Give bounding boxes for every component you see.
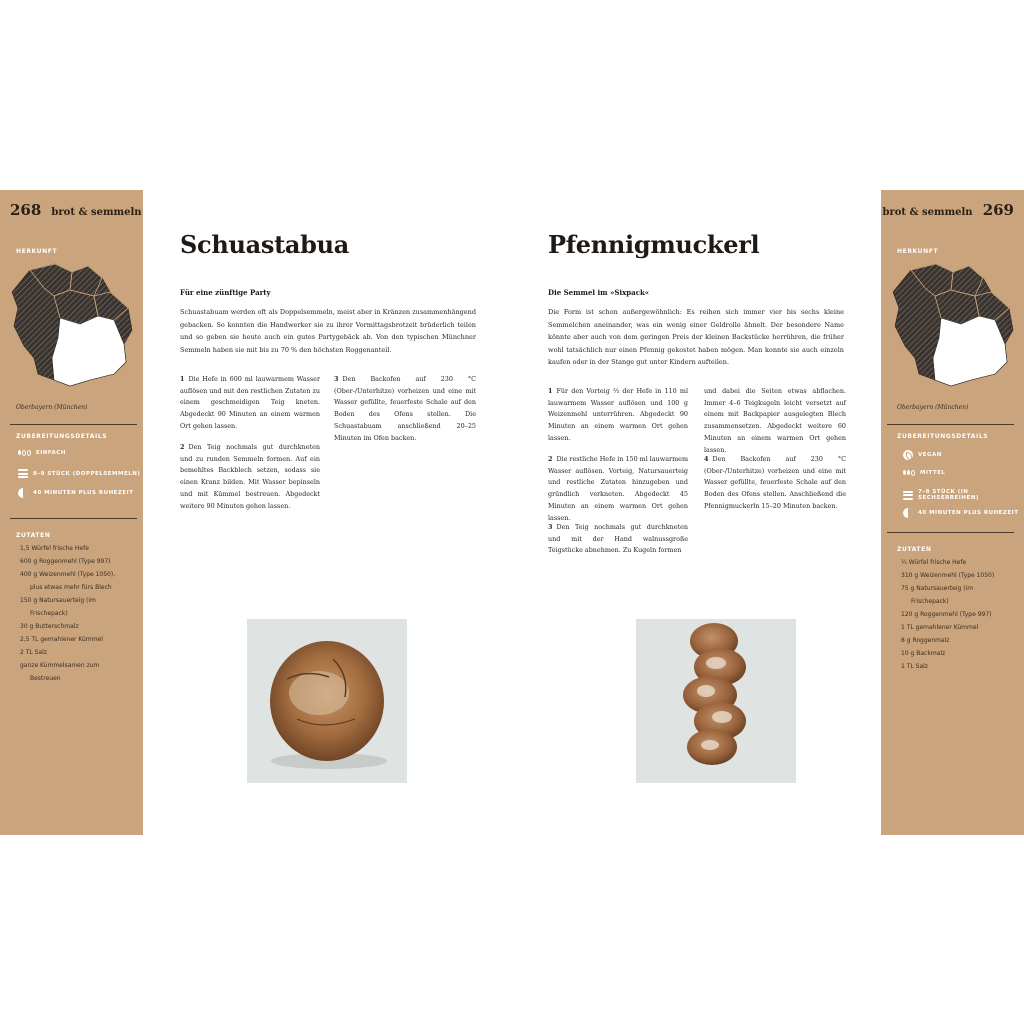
- recipe-photo: [636, 619, 796, 783]
- drops-icon: [18, 450, 31, 456]
- ingredients-label: ZUTATEN: [897, 546, 932, 553]
- recipe-step: und dabei die Seiten etwas abflachen. Immer 4–6 Teigkugeln leicht versetzt auf einem mit Backpapier ausgelegten Blech zusammensetzen. Abgedeckt weitere 60 Minuten an einem warmen Ort gehen lassen.: [704, 387, 846, 454]
- stack-icon: [18, 469, 28, 478]
- clock-icon: [18, 488, 28, 498]
- details-label: ZUBEREITUNGSDETAILS: [16, 433, 108, 440]
- list-item: 310 g Weizenmehl (Type 1050): [901, 572, 995, 579]
- list-item: 1 TL Salz: [901, 663, 928, 670]
- running-title: brot & semmeln: [51, 207, 142, 218]
- detail-time: 40 MINUTEN PLUS RUHEZEIT: [903, 508, 1018, 518]
- running-title: brot & semmeln: [882, 207, 973, 218]
- recipe-step: 2 Den Teig nochmals gut durchkneten und zu runden Semmeln formen. Auf ein bemehltes Backblech setzen, sodass sie einen Kranz bilden. Mit Wasser bepinseln und mit Kümmel bestreuen. Abgedeckt weitere 90 Minuten gehen lassen.: [180, 443, 320, 510]
- recipe-title: Pfennigmuckerl: [548, 230, 760, 259]
- recipe-intro: Schuastabuam werden oft als Doppelsemmeln, meist aber in Kränzen zusammenhängend gebacken. So konnten die Handwerker sie zu ihrer Vormittagsbrotzeit brüderlich teilen und so geben sie heute auch ein gutes Partygebäck ab. Von den typischen Münchner Semmeln haben sie mit bis zu 70 % den höchsten Roggenanteil.: [180, 308, 476, 354]
- list-item: Bestreuen: [30, 675, 61, 682]
- divider: [887, 424, 1014, 425]
- ingredients-list: [20, 542, 115, 685]
- detail-difficulty: EINFACH: [18, 450, 66, 456]
- list-item: 400 g Weizenmehl (Type 1050),: [20, 571, 116, 578]
- list-item: 600 g Roggenmehl (Type 997): [20, 558, 111, 565]
- recipe-step: 1 Für den Vorteig ⅔ der Hefe in 110 ml lauwarmem Wasser auflösen und 100 g Weizenmehl unterrühren. Abgedeckt 90 Minuten an einem warmen Ort gehen lassen.: [548, 387, 688, 442]
- recipe-step: 1 Die Hefe in 600 ml lauwarmem Wasser auflösen und mit den restlichen Zutaten zu einem geschmeidigen Teig kneten. Abgedeckt 90 Minuten an einem warmen Ort gehen lassen.: [180, 375, 320, 430]
- list-item: Frischepack): [911, 598, 949, 605]
- list-item: 1 TL gemahlener Kümmel: [901, 624, 979, 631]
- detail-yield: 8–9 STÜCK (DOPPELSEMMELN): [18, 469, 140, 478]
- recipe-step: 4 Den Backofen auf 230 °C (Ober-/Unterhitze) vorheizen und eine mit Wasser gefüllte, feuerfeste Schale auf den Boden des Ofens stellen. Anschließend die Pfennigmuckerln 15–20 Minuten backen.: [704, 455, 846, 510]
- bavaria-map-icon: [891, 262, 1016, 392]
- page-number: 269: [982, 201, 1014, 219]
- list-item: 120 g Roggenmehl (Type 997): [901, 611, 992, 618]
- ingredients-label: ZUTATEN: [16, 532, 51, 539]
- list-item: plus etwas mehr fürs Blech: [30, 584, 112, 591]
- clock-icon: [903, 508, 913, 518]
- right-page-header: [882, 200, 1014, 219]
- divider: [10, 424, 137, 425]
- origin-label: HERKUNFT: [897, 248, 939, 255]
- origin-label: HERKUNFT: [16, 248, 58, 255]
- recipe-subtitle: Für eine zünftige Party: [180, 288, 271, 297]
- recipe-intro: Die Form ist schon außergewöhnlich: Es reihen sich immer vier bis sechs kleine Semmelchen aneinander, was ein wenig einer Geldrolle ähnelt. Der besondere Name könnte aber auch von dem geringen Preis der kleinen Backstücke herrühren, die früher wohl tatsächlich nur einen Pfennig gekostet haben mögen. Man konnte sie auch einzeln kaufen oder in der Stange gut unter Kindern aufteilen.: [548, 308, 844, 366]
- bread-stack-image: [636, 619, 796, 783]
- vegan-icon: [903, 450, 913, 460]
- list-item: ganze Kümmelsamen zum: [20, 662, 100, 669]
- page-number: 268: [10, 201, 42, 219]
- drops-icon: [903, 470, 915, 476]
- detail-difficulty: MITTEL: [903, 470, 945, 476]
- list-item: ¼ Würfel frische Hefe: [901, 559, 967, 566]
- right-sidebar: [881, 190, 1024, 835]
- recipe-title: Schuastabua: [180, 230, 350, 259]
- map-caption: Oberbayern (München): [897, 404, 969, 411]
- recipe-step: 3 Den Teig nochmals gut durchkneten und mit der Hand walnussgroße Teigstücke abnehmen. Zu Kugeln formen: [548, 523, 688, 555]
- map-caption: Oberbayern (München): [16, 404, 88, 411]
- list-item: 75 g Natursauerteig (im: [901, 585, 974, 592]
- stack-icon: [903, 491, 913, 500]
- list-item: 150 g Natursauerteig (im: [20, 597, 96, 604]
- list-item: 2 TL Salz: [20, 649, 47, 656]
- list-item: 30 g Butterschmalz: [20, 623, 79, 630]
- left-page-header: [10, 200, 142, 219]
- bavaria-map-icon: [10, 262, 135, 392]
- divider: [10, 518, 137, 519]
- detail-vegan: VEGAN: [903, 450, 942, 460]
- details-label: ZUBEREITUNGSDETAILS: [897, 433, 989, 440]
- divider: [887, 532, 1014, 533]
- detail-time: 40 MINUTEN PLUS RUHEZEIT: [18, 488, 133, 498]
- bread-roll-image: [247, 619, 407, 783]
- book-spread: [0, 190, 1024, 835]
- detail-yield: 7–8 STÜCK (IN SECHSERREIHEN): [903, 489, 1024, 501]
- list-item: 10 g Backmalz: [901, 650, 946, 657]
- recipe-subtitle: Die Semmel im »Sixpack«: [548, 288, 650, 297]
- recipe-step: 2 Die restliche Hefe in 150 ml lauwarmem Wasser auflösen. Vorteig, Natursauerteig und restliche Zutaten hinzugeben und gründlich verkneten. Abgedeckt 45 Minuten an einem warmen Ort gehen lassen.: [548, 455, 689, 522]
- list-item: 1,5 Würfel frische Hefe: [20, 545, 89, 552]
- list-item: 2,5 TL gemahlener Kümmel: [20, 636, 103, 643]
- list-item: 8 g Roggenmalz: [901, 637, 950, 644]
- recipe-photo: [247, 619, 407, 783]
- ingredients-list: [901, 556, 994, 673]
- recipe-step: 3 Den Backofen auf 230 °C (Ober-/Unterhitze) vorheizen und eine mit Wasser gefüllte, feuerfeste Schale auf den Boden des Ofens stellen. Die Schuastabuam anschließend 20–25 Minuten im Ofen backen.: [334, 375, 476, 442]
- list-item: Frischepack): [30, 610, 68, 617]
- left-sidebar: [0, 190, 143, 835]
